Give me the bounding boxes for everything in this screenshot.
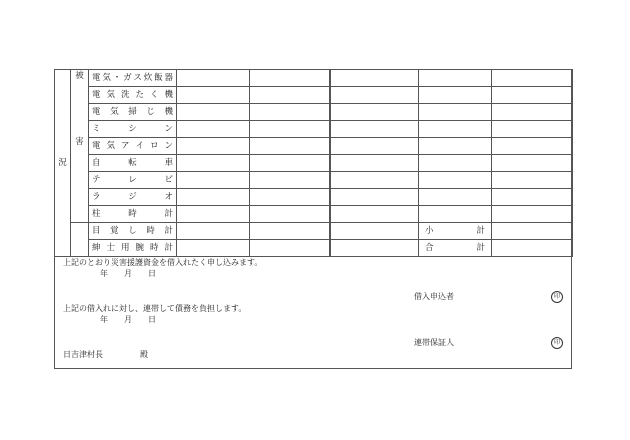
item-label: 電 気 洗 た く 機 (89, 87, 177, 104)
item-label: 電 気 ア イ ロ ン (89, 138, 177, 155)
value-cell (492, 104, 573, 121)
item-label: ラ ジ オ (89, 189, 177, 206)
value-cell (419, 206, 492, 223)
table-row (55, 155, 573, 172)
value-cell (419, 70, 492, 87)
value-cell (419, 121, 492, 138)
value-cell (492, 223, 573, 240)
subtotal-label: 小 計 (419, 223, 492, 240)
value-cell (492, 189, 573, 206)
table-row (55, 87, 573, 104)
value-cell (250, 138, 330, 155)
application-text: 上記のとおり災害援護資金を借入れたく申し込みます。 (63, 258, 263, 267)
value-cell (330, 87, 419, 104)
applicant-seal-icon: 印 (551, 291, 563, 303)
value-cell (492, 87, 573, 104)
value-cell (419, 87, 492, 104)
value-cell (492, 172, 573, 189)
value-cell (330, 172, 419, 189)
table-row (55, 189, 573, 206)
value-cell (177, 189, 250, 206)
value-cell (419, 104, 492, 121)
table-row (55, 70, 573, 87)
value-cell (330, 104, 419, 121)
item-label: 電 気 掃 じ 機 (89, 104, 177, 121)
table-row (55, 172, 573, 189)
value-cell (250, 121, 330, 138)
guarantor-seal-icon: 印 (551, 337, 563, 349)
value-cell (330, 206, 419, 223)
damage-table (54, 69, 573, 257)
value-cell (330, 189, 419, 206)
table-row (55, 138, 573, 155)
item-label: 電気・ガス炊飯器 (89, 70, 177, 87)
applicant-label: 借入申込者 (414, 292, 454, 301)
item-label: ミ シ ン (89, 121, 177, 138)
value-cell (250, 189, 330, 206)
value-cell (177, 206, 250, 223)
honorific: 殿 (140, 350, 148, 359)
table-row (55, 223, 573, 240)
value-cell (250, 87, 330, 104)
application-section (54, 247, 572, 369)
guarantee-date: 年 月 日 (100, 315, 156, 324)
value-cell (492, 70, 573, 87)
value-cell (250, 155, 330, 172)
status-label: 況 (58, 158, 67, 168)
table-row (55, 104, 573, 121)
value-cell (492, 138, 573, 155)
value-cell (419, 155, 492, 172)
value-cell (177, 87, 250, 104)
value-cell (177, 121, 250, 138)
value-cell (177, 104, 250, 121)
damage-label-cell (71, 70, 89, 223)
table-row (55, 206, 573, 223)
value-cell (492, 155, 573, 172)
value-cell (330, 138, 419, 155)
value-cell (492, 121, 573, 138)
item-label: 目 覚 し 時 計 (89, 223, 177, 240)
value-cell (330, 223, 419, 240)
value-cell (250, 172, 330, 189)
status-label-cell (55, 70, 71, 257)
damage-label-mid: 害 (75, 137, 84, 147)
guarantee-text: 上記の借入れに対し、連帯して債務を負担します。 (63, 304, 247, 313)
value-cell (250, 104, 330, 121)
value-cell (177, 155, 250, 172)
total-label: 合 計 (419, 240, 492, 257)
guarantor-label: 連帯保証人 (414, 338, 454, 347)
value-cell (250, 70, 330, 87)
value-cell (177, 223, 250, 240)
damage-label-top: 被 (75, 71, 84, 81)
item-label: 自 転 車 (89, 155, 177, 172)
value-cell (177, 138, 250, 155)
value-cell (250, 206, 330, 223)
value-cell (177, 70, 250, 87)
value-cell (330, 121, 419, 138)
addressee: 日吉津村長 (63, 350, 103, 359)
value-cell (250, 223, 330, 240)
value-cell (419, 172, 492, 189)
value-cell (419, 189, 492, 206)
item-label: テ レ ビ (89, 172, 177, 189)
item-label: 紳 士 用 腕 時 計 (89, 240, 177, 257)
value-cell (330, 155, 419, 172)
table-row (55, 121, 573, 138)
item-label: 柱 時 計 (89, 206, 177, 223)
value-cell (177, 172, 250, 189)
application-date: 年 月 日 (100, 269, 156, 278)
value-cell (330, 70, 419, 87)
value-cell (419, 138, 492, 155)
value-cell (492, 206, 573, 223)
